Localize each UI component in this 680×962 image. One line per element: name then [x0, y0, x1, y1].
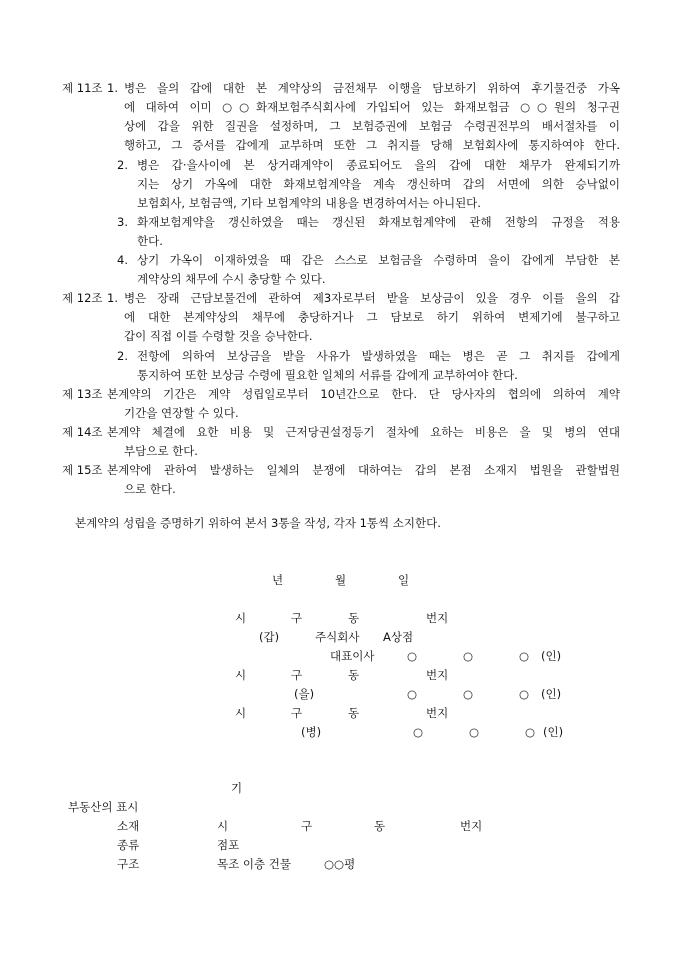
article-15-line-1: 본계약에 관하여 발생하는 일체의 분쟁에 대하여는 갑의 본점 소재지 법원을 관할법원	[107, 463, 620, 477]
article-11-item-3-line-2: 한다.	[137, 234, 163, 248]
gap-name-mark-2: ○	[463, 649, 474, 663]
date-year: 년	[272, 573, 284, 587]
article-12-item-2-line-1: 전항에 의하여 보상금을 받을 사유가 발생하였을 때는 병은 곧 그 취지를 갑에게	[137, 349, 620, 363]
gap-seal: (인)	[541, 649, 562, 663]
byeong-role: (병)	[301, 725, 322, 739]
eul-address-gu: 구	[291, 668, 303, 682]
gap-role: (갑)	[259, 630, 280, 644]
eul-name-mark-2: ○	[463, 687, 474, 701]
byeong-seal: (인)	[543, 725, 564, 739]
byeong-address-si: 시	[235, 706, 247, 720]
property-description-title: 부동산의 표시	[68, 800, 139, 814]
byeong-name-mark-2: ○	[469, 725, 480, 739]
eul-role: (을)	[294, 687, 315, 701]
article-12-item-1-line-2: 에 대한 본계약상의 채무에 충당하거나 그 담보로 하기 위하여 변제기에 불구하고	[124, 310, 620, 324]
byeong-address-bunji: 번지	[426, 706, 449, 720]
article-14-line-1: 본계약 체결에 요한 비용 및 근저당권설정등기 절차에 요하는 비용은 을 및 병의 연대	[107, 425, 620, 439]
location-label: 소재	[117, 819, 140, 833]
article-11-item-4-number: 4.	[117, 253, 128, 267]
article-11-item-2-line-1: 병은 갑·을사이에 본 상거래계약이 종료되어도 을의 갑에 대한 채무가 완제되기까	[137, 158, 620, 172]
article-11-item-2-line-2: 지는 상기 가옥에 대한 화재보험계약을 계속 갱신하며 갑의 서면에 의한 승낙없이	[137, 177, 620, 191]
type-value: 점포	[217, 838, 240, 852]
date-month: 월	[335, 573, 347, 587]
article-12-item-1-number: 1.	[107, 291, 118, 305]
article-12-item-2-number: 2.	[117, 349, 128, 363]
gap-company-type: 주식회사	[315, 630, 360, 644]
article-11-item-4-line-1: 상기 가옥이 이재하였을 때 갑은 스스로 보험금을 수령하며 을이 갑에게 부담한 본	[137, 253, 620, 267]
location-dong: 동	[374, 819, 386, 833]
eul-address-bunji: 번지	[426, 668, 449, 682]
article-11-item-3-line-1: 화재보험계약을 갱신하였을 때는 갱신된 화재보험계약에 관해 전항의 규정을 적용	[137, 215, 620, 229]
type-label: 종류	[117, 838, 140, 852]
closing-statement: 본계약의 성립을 증명하기 위하여 본서 3통을 작성, 각자 1통씩 소지한다.	[75, 516, 441, 530]
article-13-line-1: 본계약의 기간은 계약 성립일로부터 10년간으로 한다. 단 당사자의 협의에 의하여 계약	[107, 387, 620, 401]
gap-representative-title: 대표이사	[330, 649, 375, 663]
article-12-item-1-line-3: 갑이 직접 이를 수령할 것을 승낙한다.	[124, 329, 313, 343]
gap-address-gu: 구	[291, 611, 303, 625]
appendix-mark: 기	[231, 781, 243, 795]
gap-address-bunji: 번지	[426, 611, 449, 625]
structure-value: 목조 이층 건물	[217, 857, 291, 871]
gap-address-si: 시	[235, 611, 247, 625]
article-13-line-2: 기간을 연장할 수 있다.	[124, 406, 239, 420]
date-day: 일	[398, 573, 410, 587]
article-15-line-2: 으로 한다.	[124, 482, 176, 496]
article-12-item-1-line-1: 병은 장래 근담보물건에 관하여 제3자로부터 받을 보상금이 있을 경우 이를 을의 갑	[124, 291, 620, 305]
article-13-label: 제 13조	[62, 387, 103, 401]
article-12-label: 제 12조	[62, 291, 103, 305]
location-gu: 구	[301, 819, 313, 833]
location-bunji: 번지	[460, 819, 483, 833]
article-14-line-2: 부담으로 한다.	[124, 444, 198, 458]
byeong-address-gu: 구	[291, 706, 303, 720]
gap-name-mark-3: ○	[519, 649, 530, 663]
article-11-item-3-number: 3.	[117, 215, 128, 229]
article-11-item-2-line-3: 보험회사, 보험금액, 기타 보험계약의 내용을 변경하여서는 아니된다.	[137, 196, 481, 210]
eul-name-mark-1: ○	[407, 687, 418, 701]
eul-name-mark-3: ○	[519, 687, 530, 701]
article-11-item-1-number: 1.	[107, 81, 118, 95]
gap-address-dong: 동	[348, 611, 360, 625]
article-12-item-2-line-2: 통지하여 또한 보상금 수령에 필요한 일체의 서류를 갑에게 교부하여야 한다.	[137, 368, 518, 382]
article-14-label: 제 14조	[62, 425, 103, 439]
article-11-item-4-line-2: 계약상의 채무에 수시 충당할 수 있다.	[137, 272, 326, 286]
eul-address-dong: 동	[348, 668, 360, 682]
eul-address-si: 시	[235, 668, 247, 682]
article-15-label: 제 15조	[62, 463, 103, 477]
byeong-name-mark-3: ○	[525, 725, 536, 739]
article-11-item-2-number: 2.	[117, 158, 128, 172]
structure-size: ○○평	[324, 857, 356, 871]
location-si: 시	[217, 819, 229, 833]
article-11-item-1-line-2: 에 대하여 이미 ○○화재보험주식회사에 가입되어 있는 화재보험금 ○○원의 청구권	[124, 100, 620, 114]
structure-label: 구조	[117, 857, 140, 871]
byeong-name-mark-1: ○	[413, 725, 424, 739]
gap-name-mark-1: ○	[407, 649, 418, 663]
article-11-item-1-line-3: 상에 갑을 위한 질권을 설정하며, 그 보험증권에 보험금 수령권전부의 배서절차를 이	[124, 119, 620, 133]
article-11-item-1-line-1: 병은 을의 갑에 대한 본 계약상의 금전채무 이행을 담보하기 위하여 후기물건중 가옥	[124, 81, 620, 95]
gap-company-name: A상점	[383, 630, 414, 644]
article-11-item-1-line-4: 행하고, 그 증서를 갑에게 교부하며 또한 그 취지를 당해 보험회사에 통지하여야 한다.	[124, 138, 620, 152]
byeong-address-dong: 동	[348, 706, 360, 720]
eul-seal: (인)	[541, 687, 562, 701]
article-11-label: 제 11조	[62, 81, 103, 95]
